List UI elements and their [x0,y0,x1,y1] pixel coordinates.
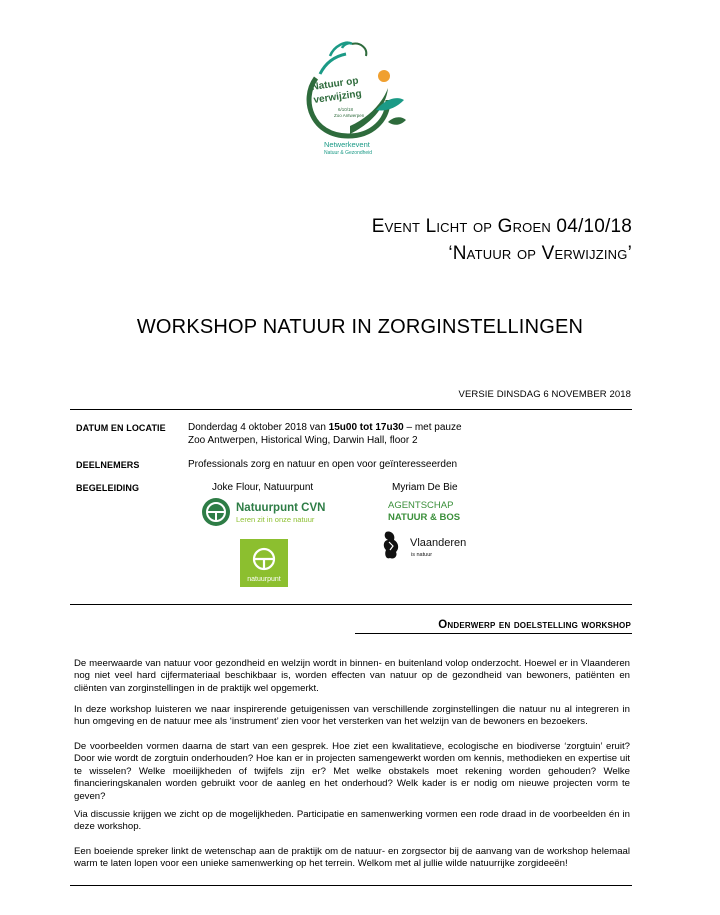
person-myriam-de-bie: Myriam De Bie [392,482,458,493]
event-title-line2: ‘Natuur op Verwijzing’ [448,243,632,264]
natuurpunt-cvn-logo [200,495,330,529]
logo-line2: verwijzing [312,88,363,106]
info-top-rule [70,409,632,410]
natuur-op-verwijzing-logo [290,38,418,156]
logo-sub2: Natuur & Gezondheid [324,150,373,156]
paragraph-3: De voorbeelden vormen daarna de start van een gesprek. Hoe ziet een kwalitatieve, ecologische en biodiverse ‘zorgtuin’ eruit? Door wie wordt de zorgtuin onderhouden? Hoe kan er in projecten samengewerkt worden om kennis, methodieken en expertise uit te wisselen? Welke moeilijkheden of twijfels zijn er? Met welke obstakels moet rekening worden gehouden? Welke financieringskanalen worden gebruikt voor de aanleg en het onderhoud? Welk kader is er nodig om nieuwe projecten vorm te geven? [74,741,630,802]
paragraph-1: De meerwaarde van natuur voor gezondheid en welzijn wordt in binnen- en buitenland volop onderzocht. Hoewel er in Vlaanderen nog niet veel hard cijfermateriaal beschikbaar is, worden effecten van natuur op de gezondheid van bewoners, patiënten en cliënten van zorginstellingen in de praktijk wel opgemerkt. [74,658,630,694]
person-joke-flour: Joke Flour, Natuurpunt [212,482,314,493]
location-value: Zoo Antwerpen, Historical Wing, Darwin Hall, floor 2 [188,435,418,446]
event-title [372,213,632,267]
vl-tag: is natuur [411,552,433,558]
agentschap-natuur-bos-logo [388,498,478,524]
date-text: Donderdag 4 oktober 2018 van [188,422,329,433]
paragraph-2: In deze workshop luisteren we naar inspirerende getuigenissen van verschillende zorginstellingen die natuur nu al integreren in hun omgeving en de natuur mee als ‘instrument’ zien voor het versterken van het welzijn van de bewoners en bezoekers. [74,704,630,728]
participants-value: Professionals zorg en natuur en open voor geïnteresseerden [188,459,458,470]
event-title-line1: Event Licht op Groen 04/10/18 [371,216,632,237]
time-to: 17u30 [375,422,404,433]
logo-sub1: Netwerkevent [324,140,370,149]
guidance-label: BEGELEIDING [76,483,140,493]
cvn-tag: Leren zit in onze natuur [236,515,315,524]
logo-date: 6/10/18 [338,107,354,112]
cvn-name: Natuurpunt CVN [236,502,326,514]
vl-name: Vlaanderen [410,537,467,549]
paragraph-4: Via discussie krijgen we zicht op de mogelijkheden. Participatie en samenwerking vormen een rode draad in de voorbeelden én in deze workshop. [74,809,630,833]
paragraph-5: Een boeiende spreker linkt de wetenschap aan de praktijk om de natuur- en zorgsector bij de aanvang van de workshop helemaal warm te laten lopen voor een unieke samenwerking op het terrein. Welkom met al jullie wilde natuurrijke zorgideeën! [74,846,630,870]
date-location-label: DATUM EN LOCATIE [76,423,166,433]
lion-icon [384,531,398,558]
participants-label: DEELNEMERS [76,460,140,470]
np-name: natuurpunt [247,576,281,583]
version-label: VERSIE DINSDAG 6 NOVEMBER 2018 [458,389,631,400]
workshop-title: WORKSHOP NATUUR IN ZORGINSTELLINGEN [136,316,584,338]
section-heading: Onderwerp en doelstelling workshop [438,619,631,631]
info-bottom-rule [70,604,632,605]
logo-line1: Natuur op [310,75,360,93]
anb-line2: NATUUR & BOS [388,512,461,523]
anb-line1: AGENTSCHAP [388,500,454,511]
sun-icon [378,70,390,82]
time-mid: tot [357,422,376,433]
natuurpunt-logo [240,539,288,587]
vlaanderen-logo [380,528,480,564]
logo-place: Zoo Antwerpen [334,113,365,118]
date-post: – met pauze [403,422,462,433]
date-value [188,421,462,435]
time-from: 15u00 [328,422,358,433]
section-heading-underline [355,633,632,634]
footer-rule [70,885,632,886]
